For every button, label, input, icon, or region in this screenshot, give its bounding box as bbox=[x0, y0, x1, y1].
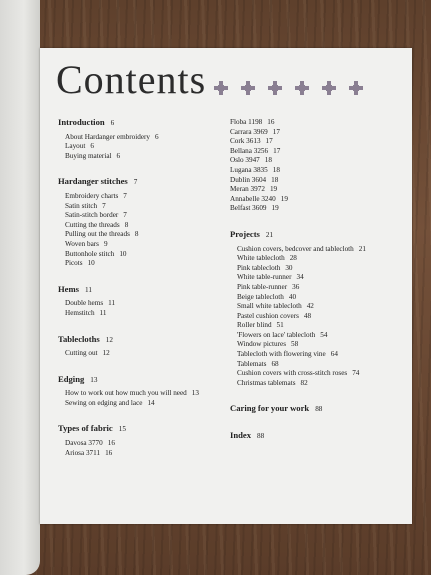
entry-label: Embroidery charts bbox=[65, 191, 119, 200]
toc-entry bbox=[230, 264, 405, 274]
toc-entry bbox=[230, 147, 405, 157]
entry-label: Cork 3613 bbox=[230, 137, 261, 146]
entry-page-number: 6 bbox=[155, 132, 159, 141]
entry-page-number: 17 bbox=[273, 146, 281, 155]
entry-page-number: 18 bbox=[272, 165, 280, 174]
cross-motif-icon bbox=[241, 81, 255, 95]
toc-entry bbox=[58, 192, 228, 202]
entry-page-number: 17 bbox=[265, 137, 273, 146]
toc-entry bbox=[230, 321, 405, 331]
entry-page-number: 9 bbox=[103, 239, 108, 248]
entry-page-number: 12 bbox=[102, 349, 110, 358]
toc-entry bbox=[230, 312, 405, 322]
toc-section-heading bbox=[58, 375, 228, 386]
entry-page-number: 30 bbox=[285, 263, 293, 272]
toc-entry bbox=[58, 389, 228, 399]
entry-label: Davosa 3770 bbox=[65, 439, 103, 448]
entry-label: Pink tablecloth bbox=[237, 263, 281, 272]
toc-entry bbox=[230, 340, 405, 350]
entry-label: Sewing on edging and lace bbox=[65, 398, 143, 407]
toc-entry bbox=[58, 250, 228, 260]
toc-entry bbox=[58, 299, 228, 309]
entry-label: Roller blind bbox=[237, 321, 272, 330]
entry-page-number: 10 bbox=[87, 259, 95, 268]
entry-label: Dublin 3604 bbox=[230, 175, 267, 184]
entry-page-number: 48 bbox=[303, 311, 312, 320]
entry-page-number: 6 bbox=[90, 142, 94, 151]
section-title: Projects bbox=[230, 228, 260, 239]
entry-label: Bellana 3256 bbox=[230, 146, 269, 155]
toc-entry bbox=[230, 185, 405, 195]
toc-entry bbox=[230, 156, 405, 166]
cross-motif-border bbox=[214, 81, 363, 95]
toc-entry bbox=[230, 254, 405, 264]
entry-label: Ariosa 3711 bbox=[65, 448, 101, 457]
toc-entry bbox=[58, 152, 228, 162]
toc-entry bbox=[58, 449, 228, 459]
entry-label: Satin-stitch border bbox=[65, 211, 119, 220]
section-page-number: 12 bbox=[105, 335, 113, 344]
entry-page-number: 16 bbox=[105, 448, 113, 457]
entry-page-number: 68 bbox=[271, 359, 279, 368]
entry-page-number: 14 bbox=[147, 398, 155, 407]
entry-page-number: 17 bbox=[272, 127, 280, 136]
toc-entry bbox=[230, 369, 405, 379]
toc-section-heading bbox=[230, 404, 405, 415]
toc-entry bbox=[58, 202, 228, 212]
entry-page-number: 7 bbox=[102, 201, 106, 210]
entry-page-number: 8 bbox=[124, 220, 129, 229]
entry-label: Small white tablecloth bbox=[237, 302, 302, 311]
entry-page-number: 82 bbox=[300, 378, 308, 387]
entry-page-number: 8 bbox=[134, 230, 139, 239]
cross-motif-icon bbox=[214, 81, 228, 95]
entry-label: Cutting the threads bbox=[65, 220, 120, 229]
toc-entry bbox=[230, 360, 405, 370]
section-page-number: 11 bbox=[85, 285, 92, 294]
facing-page-edge bbox=[0, 0, 40, 575]
section-title: Caring for your work bbox=[230, 403, 310, 414]
entry-page-number: 42 bbox=[306, 302, 314, 311]
toc-section-heading bbox=[58, 118, 228, 129]
entry-label: Picots bbox=[65, 259, 83, 268]
entry-page-number: 11 bbox=[99, 308, 107, 317]
toc-entry bbox=[58, 221, 228, 231]
entry-page-number: 18 bbox=[271, 175, 279, 184]
section-page-number: 6 bbox=[110, 119, 115, 127]
section-page-number: 88 bbox=[315, 405, 323, 414]
entry-label: White table-runner bbox=[237, 273, 292, 282]
entry-page-number: 7 bbox=[123, 211, 127, 220]
toc-entry bbox=[230, 283, 405, 293]
entry-label: Tablecloth with flowering vine bbox=[237, 350, 326, 359]
entry-page-number: 19 bbox=[280, 194, 288, 203]
toc-section-heading bbox=[58, 177, 228, 188]
entry-page-number: 6 bbox=[116, 151, 121, 160]
cross-motif-icon bbox=[268, 81, 282, 95]
toc-section-heading bbox=[58, 285, 228, 296]
toc-entry bbox=[230, 166, 405, 176]
entry-label: Oslo 3947 bbox=[230, 156, 260, 165]
entry-label: Pink table-runner bbox=[237, 282, 288, 291]
entry-label: Double hems bbox=[65, 299, 104, 308]
entry-label: About Hardanger embroidery bbox=[65, 132, 151, 141]
toc-entry bbox=[230, 245, 405, 255]
entry-page-number: 16 bbox=[107, 439, 115, 448]
entry-label: Pastel cushion covers bbox=[237, 311, 299, 320]
entry-page-number: 64 bbox=[330, 350, 338, 359]
entry-label: White tablecloth bbox=[237, 254, 285, 263]
entry-label: Annabelle 3240 bbox=[230, 194, 276, 203]
toc-entry bbox=[230, 379, 405, 389]
entry-page-number: 19 bbox=[271, 204, 279, 213]
toc-entry bbox=[230, 273, 405, 283]
entry-label: Buttonhole stitch bbox=[65, 249, 115, 258]
section-title: Types of fabric bbox=[58, 423, 113, 434]
entry-label: Cushion covers, bedcover and tablecloth bbox=[237, 244, 354, 253]
section-title: Index bbox=[230, 430, 252, 441]
entry-label: Cutting out bbox=[65, 349, 98, 358]
toc-entry bbox=[58, 240, 228, 250]
entry-page-number: 10 bbox=[119, 249, 127, 258]
entry-page-number: 28 bbox=[289, 254, 297, 263]
toc-entry bbox=[230, 350, 405, 360]
entry-page-number: 11 bbox=[108, 299, 116, 308]
entry-page-number: 54 bbox=[320, 330, 328, 339]
entry-page-number: 18 bbox=[264, 156, 272, 165]
toc-entry bbox=[230, 195, 405, 205]
toc-entry bbox=[230, 204, 405, 214]
section-title: Hardanger stitches bbox=[58, 176, 128, 187]
entry-page-number: 58 bbox=[291, 340, 299, 349]
entry-label: Meran 3972 bbox=[230, 185, 265, 194]
cross-motif-icon bbox=[322, 81, 336, 95]
section-page-number: 7 bbox=[133, 178, 138, 187]
entry-page-number: 19 bbox=[269, 185, 278, 194]
section-title: Tablecloths bbox=[58, 333, 100, 344]
entry-page-number: 51 bbox=[276, 321, 284, 330]
section-page-number: 13 bbox=[90, 375, 98, 384]
toc-entry bbox=[230, 128, 405, 138]
toc-entry bbox=[58, 349, 228, 359]
entry-page-number: 21 bbox=[358, 244, 366, 253]
toc-section-heading bbox=[230, 431, 405, 442]
toc-right-column bbox=[230, 118, 405, 446]
toc-section-heading bbox=[230, 230, 405, 241]
toc-entry bbox=[58, 230, 228, 240]
cross-motif-icon bbox=[349, 81, 363, 95]
cross-motif-icon bbox=[295, 81, 309, 95]
section-page-number: 15 bbox=[118, 425, 126, 434]
toc-entry bbox=[230, 331, 405, 341]
entry-page-number: 7 bbox=[123, 191, 127, 200]
entry-page-number: 74 bbox=[352, 369, 360, 378]
section-title: Introduction bbox=[58, 117, 105, 127]
toc-left-column bbox=[58, 118, 228, 458]
entry-label: Satin stitch bbox=[65, 201, 98, 210]
entry-page-number: 36 bbox=[292, 282, 300, 291]
entry-page-number: 16 bbox=[267, 118, 275, 126]
page-title: Contents bbox=[56, 57, 207, 102]
entry-label: 'Flowers on lace' tablecloth bbox=[237, 330, 316, 339]
toc-entry bbox=[58, 439, 228, 449]
toc-entry bbox=[58, 259, 228, 269]
toc-entry bbox=[230, 176, 405, 186]
entry-page-number: 40 bbox=[288, 292, 297, 301]
toc-entry bbox=[58, 399, 228, 409]
toc-section-heading bbox=[58, 335, 228, 346]
toc-entry bbox=[230, 302, 405, 312]
entry-page-number: 13 bbox=[191, 389, 199, 398]
contents-page bbox=[40, 48, 412, 524]
entry-label: Carrara 3969 bbox=[230, 127, 268, 136]
toc-entry bbox=[230, 137, 405, 147]
section-title: Hems bbox=[58, 283, 80, 294]
section-title: Edging bbox=[58, 373, 85, 384]
toc-section-heading bbox=[58, 424, 228, 435]
section-page-number: 21 bbox=[265, 230, 274, 239]
entry-label: Tablemats bbox=[237, 359, 267, 368]
toc-entry bbox=[58, 211, 228, 221]
entry-label: Pulling out the threads bbox=[65, 230, 130, 239]
toc-entry bbox=[230, 293, 405, 303]
toc-entry bbox=[58, 309, 228, 319]
toc-entry bbox=[230, 118, 405, 128]
entry-label: Floba 1198 bbox=[230, 118, 263, 126]
entry-label: Buying material bbox=[65, 151, 112, 160]
toc-entry bbox=[58, 133, 228, 143]
entry-label: Belfast 3609 bbox=[230, 204, 267, 213]
entry-label: Woven bars bbox=[65, 239, 99, 248]
entry-label: Window pictures bbox=[237, 340, 287, 349]
entry-label: Lugana 3835 bbox=[230, 165, 268, 174]
toc-entry bbox=[58, 142, 228, 152]
entry-page-number: 34 bbox=[296, 273, 304, 282]
section-page-number: 88 bbox=[257, 432, 265, 441]
entry-label: Beige tablecloth bbox=[237, 292, 284, 301]
entry-label: Hemstitch bbox=[65, 308, 95, 317]
entry-label: Cushion covers with cross-stitch roses bbox=[237, 369, 348, 378]
fabric-type-list bbox=[230, 118, 405, 214]
entry-label: How to work out how much you will need bbox=[65, 389, 187, 398]
entry-label: Layout bbox=[65, 142, 86, 151]
entry-label: Christmas tablemats bbox=[237, 378, 296, 387]
